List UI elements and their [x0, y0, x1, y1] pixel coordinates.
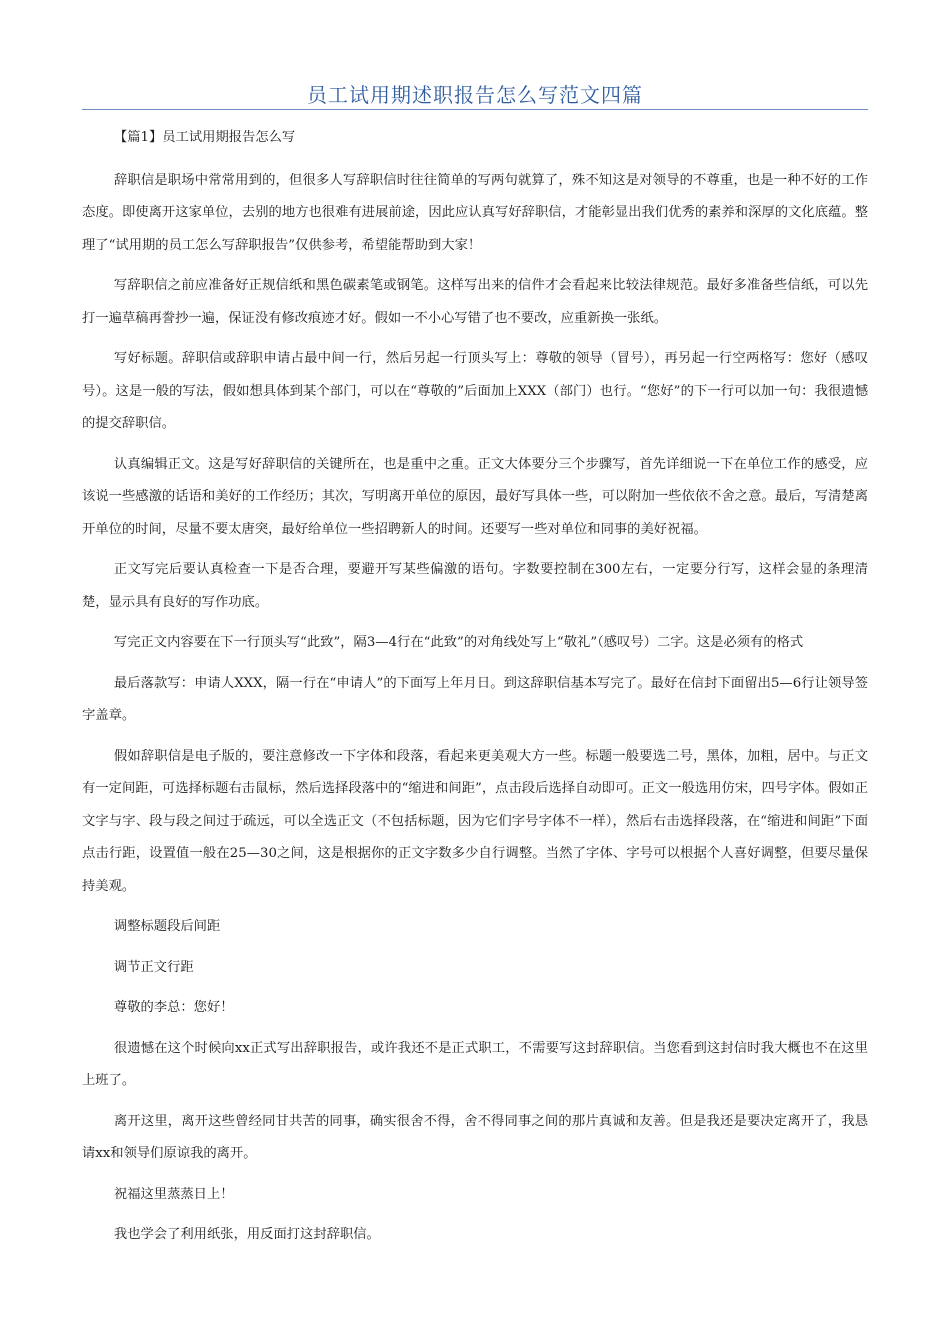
paragraph-4: 认真编辑正文。这是写好辞职信的关键所在，也是重中之重。正文大体要分三个步骤写，首先详细说一下在单位工作的感受，应该说一些感激的话语和美好的工作经历；其次，写明离开单位的原因，最好写具体一些，可以附加一些依依不舍之意。最后，写清楚离开单位的时间，尽量不要太唐突，最好给单位一些招聘新人的时间。还要写一些对单位和同事的美好祝福。 [82, 456, 868, 537]
paragraph-12: 很遗憾在这个时候向xx正式写出辞职报告，或许我还不是正式职工，不需要写这封辞职信。当您看到这封信时我大概也不在这里上班了。 [82, 1040, 868, 1088]
paragraph-7: 最后落款写：申请人XXX，隔一行在“申请人”的下面写上年月日。到这辞职信基本写完了。最好在信封下面留出5—6行让领导签字盖章。 [82, 675, 868, 723]
paragraph-6: 写完正文内容要在下一行顶头写“此致”，隔3—4行在“此致”的对角线处写上“敬礼”（感叹号）二字。这是必须有的格式 [113, 635, 804, 650]
document-title: 员工试用期述职报告怎么写范文四篇 [307, 83, 643, 107]
document-body [82, 122, 868, 1260]
title-underline [82, 109, 868, 110]
paragraph-3: 写好标题。辞职信或辞职申请占最中间一行，然后另起一行顶头写上：尊敬的领导（冒号），再另起一行空两格写：您好（感叹号）。这是一般的写法，假如想具体到某个部门，可以在“尊敬的”后面加上XXX（部门）也行。“您好”的下一行可以加一句：我很遗憾的提交辞职信。 [82, 351, 868, 431]
section-heading: 【篇1】员工试用期报告怎么写 [113, 130, 296, 145]
paragraph-1: 辞职信是职场中常常用到的，但很多人写辞职信时往往简单的写两句就算了，殊不知这是对领导的不尊重，也是一种不好的工作态度。即使离开这家单位，去别的地方也很难有进展前途，因此应认真写好辞职信，才能彰显出我们优秀的素养和深厚的文化底蕴。整理了“试用期的员工怎么写辞职报告”仅供参考，希望能帮助到大家！ [82, 172, 868, 253]
paragraph-13: 离开这里，离开这些曾经同甘共苦的同事，确实很舍不得，舍不得同事之间的那片真诚和友善。但是我还是要决定离开了，我恳请xx和领导们原谅我的离开。 [82, 1113, 868, 1161]
paragraph-9: 调整标题段后间距 [113, 919, 221, 934]
paragraph-11: 尊敬的李总：您好！ [113, 1000, 234, 1015]
paragraph-5: 正文写完后要认真检查一下是否合理，要避开写某些偏激的语句。字数要控制在300左右，一定要分行写，这样会显的条理清楚，显示具有良好的写作功底。 [82, 562, 868, 610]
paragraph-15: 我也学会了利用纸张，用反面打这封辞职信。 [113, 1227, 380, 1242]
paragraph-8: 假如辞职信是电子版的，要注意修改一下字体和段落，看起来更美观大方一些。标题一般要选二号，黑体，加粗，居中。与正文有一定间距，可选择标题右击鼠标，然后选择段落中的“缩进和间距”，点击段后选择自动即可。正文一般选用仿宋，四号字体。假如正文字与字、段与段之间过于疏远，可以全选正文（不包括标题，因为它们字号字体不一样），然后右击选择段落，在“缩进和间距”下面点击行距，设置值一般在25—30之间，这是根据你的正文字数多少自行调整。当然了字体、字号可以根据个人喜好调整，但要尽量保持美观。 [82, 748, 869, 894]
paragraph-14: 祝福这里蒸蒸日上！ [113, 1186, 234, 1202]
paragraph-2: 写辞职信之前应准备好正规信纸和黑色碳素笔或钢笔。这样写出来的信件才会看起来比较法律规范。最好多准备些信纸，可以先打一遍草稿再誊抄一遍，保证没有修改痕迹才好。假如一不小心写错了也不要改，应重新换一张纸。 [82, 278, 868, 326]
paragraph-10: 调节正文行距 [113, 959, 194, 975]
